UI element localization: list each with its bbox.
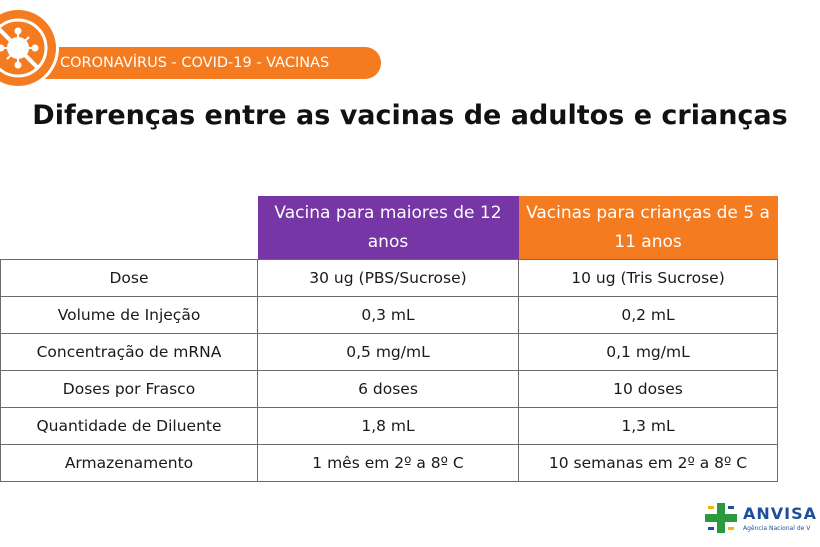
column-header-children: Vacinas para crianças de 5 a 11 anos xyxy=(519,196,778,260)
table-row xyxy=(1,260,778,297)
table-row xyxy=(1,445,778,482)
adult-value: 6 doses xyxy=(258,371,519,408)
child-value: 0,1 mg/mL xyxy=(519,334,778,371)
topic-banner xyxy=(0,47,381,79)
row-label: Quantidade de Diluente xyxy=(1,408,258,445)
comparison-table xyxy=(0,196,778,482)
table-corner xyxy=(1,196,258,260)
row-label: Dose xyxy=(1,260,258,297)
anvisa-name: ANVISA xyxy=(743,504,818,523)
child-value: 0,2 mL xyxy=(519,297,778,334)
adult-value: 0,3 mL xyxy=(258,297,519,334)
adult-value: 1,8 mL xyxy=(258,408,519,445)
topic-label: CORONAVÍRUS - COVID-19 - VACINAS xyxy=(60,55,330,71)
table-row xyxy=(1,334,778,371)
row-label: Concentração de mRNA xyxy=(1,334,258,371)
column-header-adults: Vacina para maiores de 12 anos xyxy=(258,196,519,260)
row-label: Volume de Injeção xyxy=(1,297,258,334)
page-title: Diferenças entre as vacinas de adultos e crianças xyxy=(32,100,788,131)
child-value: 1,3 mL xyxy=(519,408,778,445)
table-header-row xyxy=(1,196,778,260)
adult-value: 30 ug (PBS/Sucrose) xyxy=(258,260,519,297)
child-value: 10 doses xyxy=(519,371,778,408)
adult-value: 1 mês em 2º a 8º C xyxy=(258,445,519,482)
table-row xyxy=(1,371,778,408)
table-row xyxy=(1,297,778,334)
row-label: Armazenamento xyxy=(1,445,258,482)
virus-crossed-out-icon xyxy=(0,10,56,86)
child-value: 10 semanas em 2º a 8º C xyxy=(519,445,778,482)
anvisa-logo xyxy=(705,500,820,540)
anvisa-subtitle: Agência Nacional de V xyxy=(743,525,811,532)
anvisa-cross-icon xyxy=(705,503,737,533)
adult-value: 0,5 mg/mL xyxy=(258,334,519,371)
row-label: Doses por Frasco xyxy=(1,371,258,408)
table-row xyxy=(1,408,778,445)
child-value: 10 ug (Tris Sucrose) xyxy=(519,260,778,297)
